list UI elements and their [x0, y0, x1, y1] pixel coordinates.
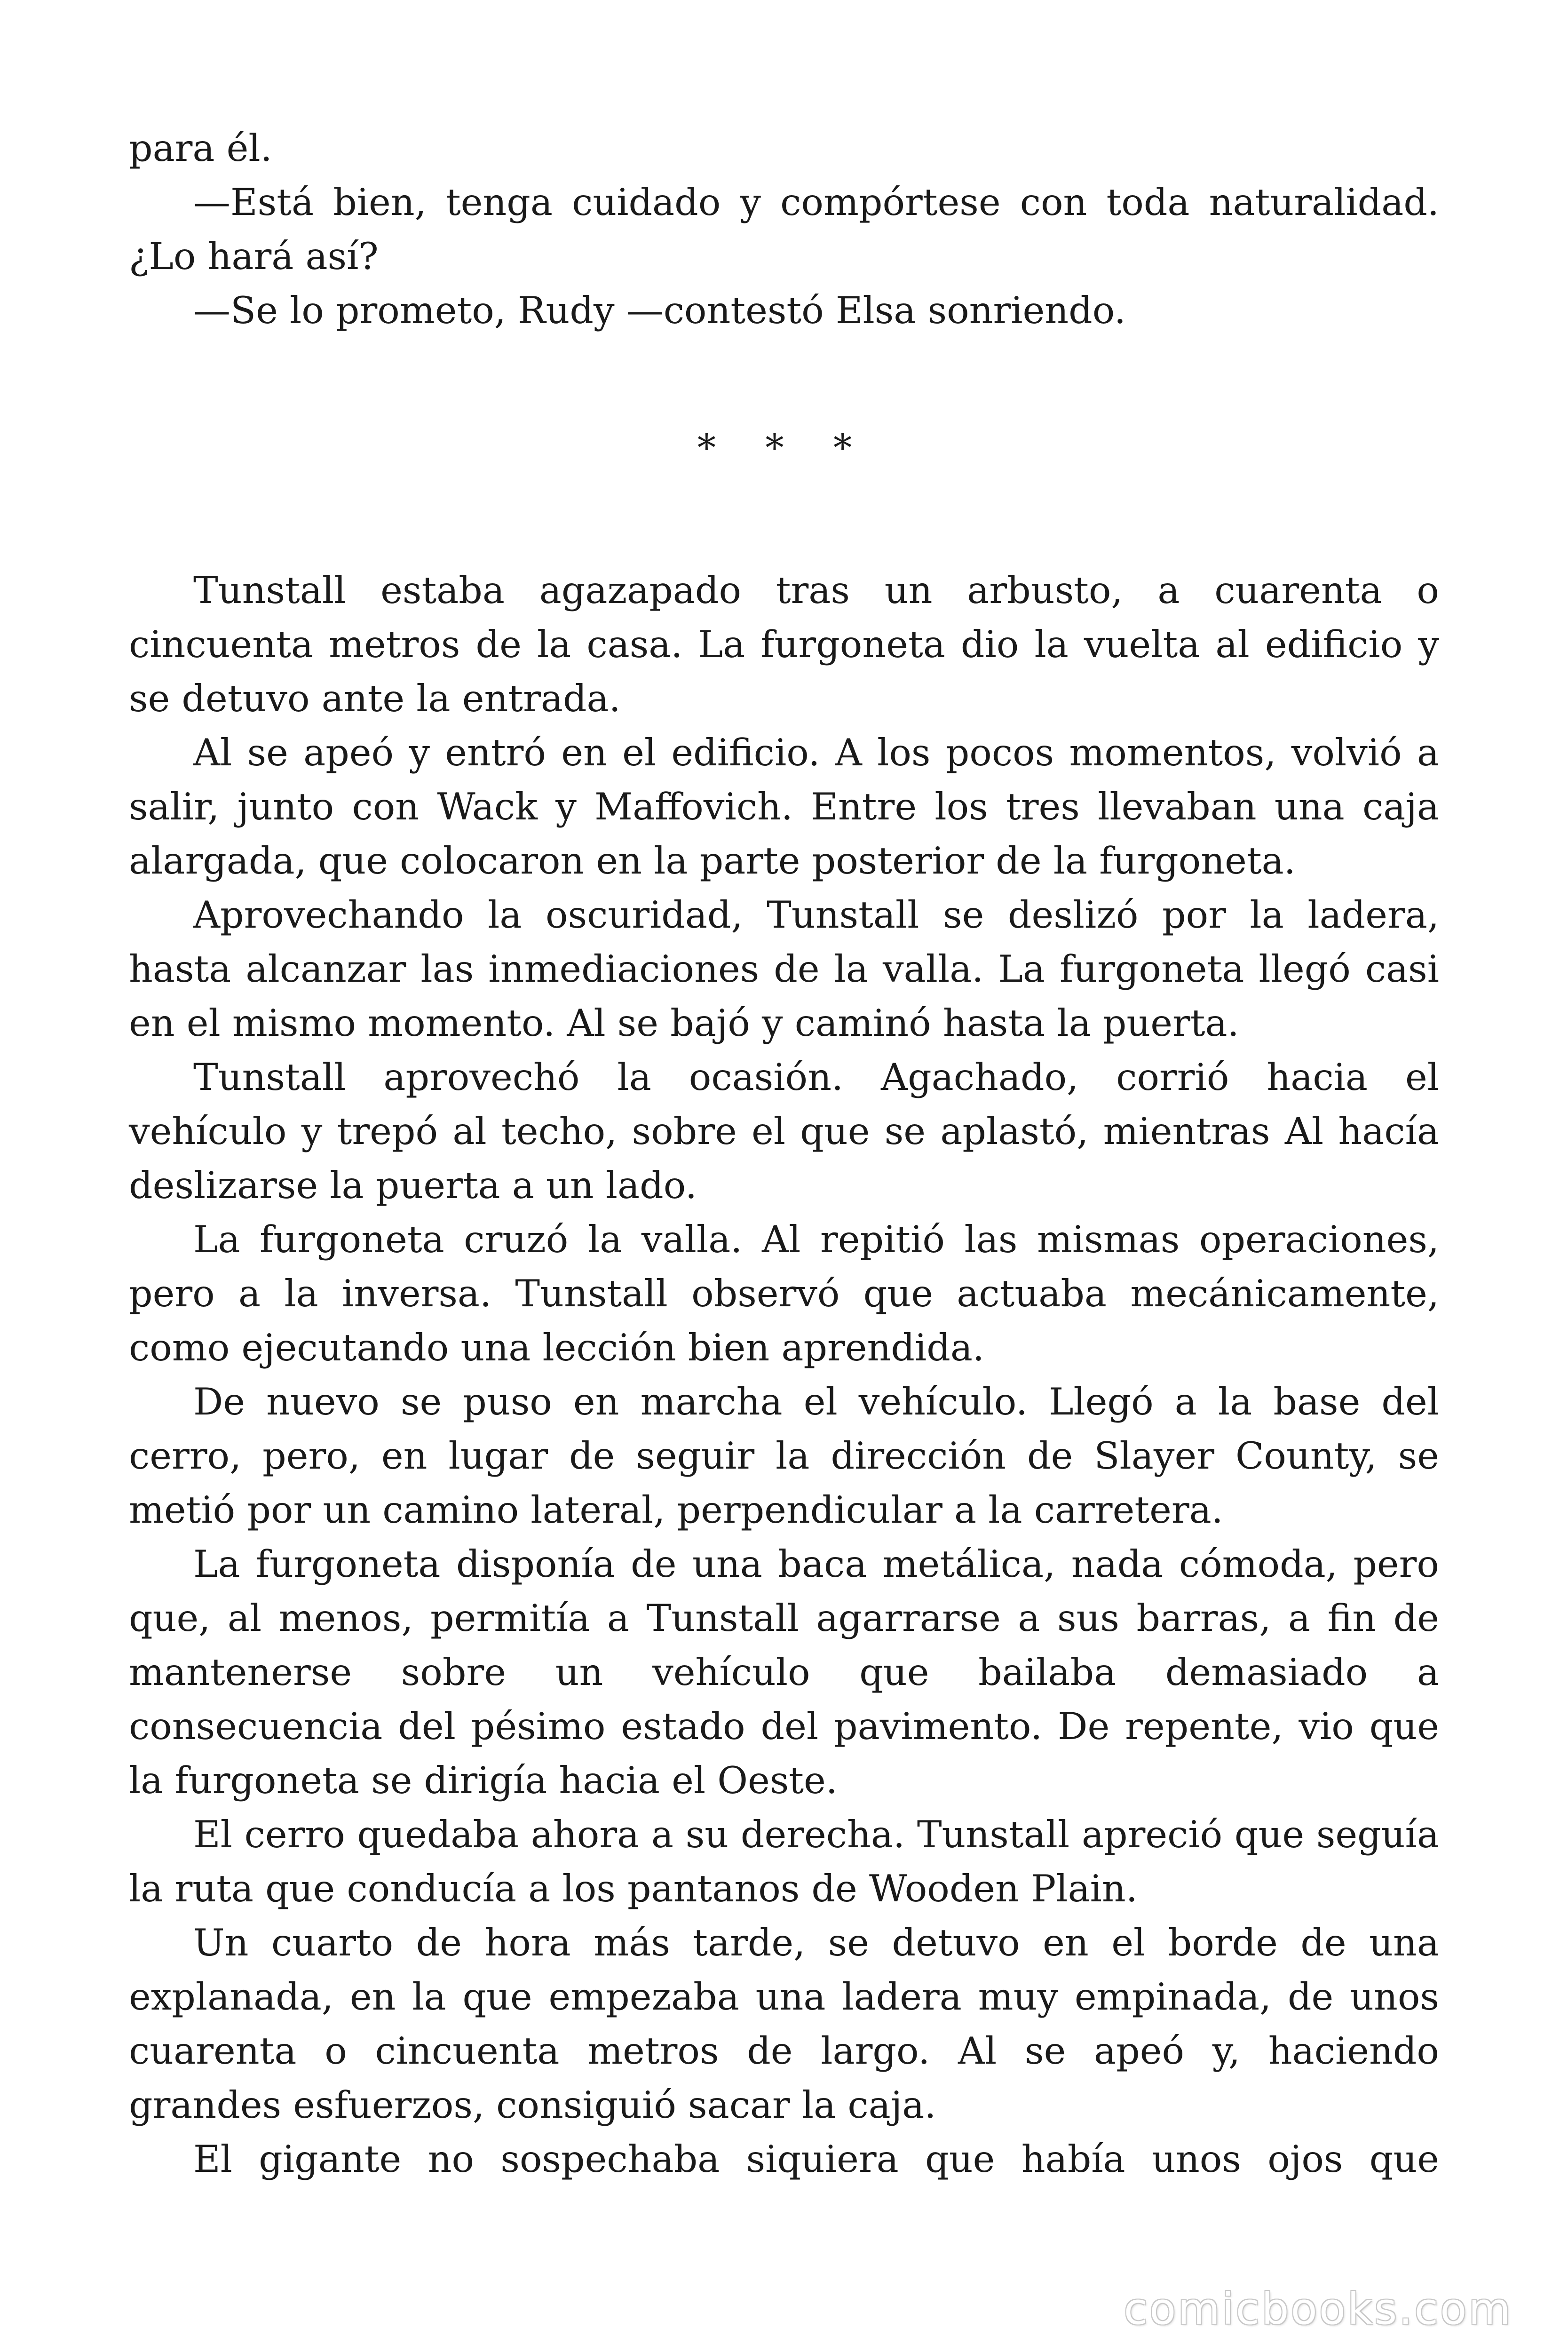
text-line: en el mismo momento. Al se bajó y caminó hasta la puerta.: [129, 1001, 1239, 1045]
text-line: vehículo y trepó al techo, sobre el que se aplastó, mientras Al hacía: [129, 1110, 1439, 1153]
text-line: El gigante no sospechaba siquiera que había unos ojos que: [193, 2137, 1439, 2181]
text-line: El cerro quedaba ahora a su derecha. Tunstall apreció que seguía: [193, 1813, 1439, 1856]
section-one: [129, 121, 1439, 338]
text-line: Aprovechando la oscuridad, Tunstall se deslizó por la ladera,: [193, 893, 1439, 937]
text-line: salir, junto con Wack y Maffovich. Entre los tres llevaban una caja: [129, 785, 1439, 828]
section-two: [129, 564, 1439, 2186]
text-line: alargada, que colocaron en la parte posterior de la furgoneta.: [129, 839, 1296, 882]
text-line: Al se apeó y entró en el edificio. A los pocos momentos, volvió a: [193, 731, 1439, 774]
text-line: metió por un camino lateral, perpendicular a la carretera.: [129, 1488, 1223, 1532]
text-line: La furgoneta cruzó la valla. Al repitió las mismas operaciones,: [193, 1218, 1439, 1261]
text-line: Un cuarto de hora más tarde, se detuvo en el borde de una: [193, 1921, 1439, 1964]
text-line: explanada, en la que empezaba una ladera muy empinada, de unos: [129, 1975, 1439, 2018]
text-line: que, al menos, permitía a Tunstall agarrarse a sus barras, a fin de: [129, 1597, 1439, 1640]
book-page: [129, 121, 1439, 2181]
text-line: ¿Lo hará así?: [129, 235, 379, 278]
text-line: la furgoneta se dirigía hacia el Oeste.: [129, 1759, 838, 1802]
text-line: se detuvo ante la entrada.: [129, 677, 621, 720]
text-line: hasta alcanzar las inmediaciones de la valla. La furgoneta llegó casi: [129, 947, 1439, 991]
text-line: deslizarse la puerta a un lado.: [129, 1164, 697, 1207]
text-line: cuarenta o cincuenta metros de largo. Al se apeó y, haciendo: [129, 2029, 1439, 2073]
text-line: pero a la inversa. Tunstall observó que actuaba mecánicamente,: [129, 1272, 1439, 1315]
text-line: para él.: [129, 127, 272, 170]
text-line: La furgoneta disponía de una baca metálica, nada cómoda, pero: [193, 1542, 1439, 1586]
text-line: De nuevo se puso en marcha el vehículo. Llegó a la base del: [193, 1380, 1439, 1423]
text-line: mantenerse sobre un vehículo que bailaba demasiado a: [129, 1651, 1439, 1694]
text-line: cerro, pero, en lugar de seguir la dirección de Slayer County, se: [129, 1434, 1439, 1478]
text-line: cincuenta metros de la casa. La furgoneta dio la vuelta al edificio y: [129, 623, 1439, 666]
scene-break: * * *: [697, 426, 871, 469]
text-line: —Se lo prometo, Rudy —contestó Elsa sonriendo.: [193, 289, 1126, 332]
text-line: como ejecutando una lección bien aprendida.: [129, 1326, 985, 1369]
text-line: —Está bien, tenga cuidado y compórtese con toda naturalidad.: [193, 181, 1439, 224]
text-line: grandes esfuerzos, consiguió sacar la caja.: [129, 2083, 936, 2127]
text-line: Tunstall aprovechó la ocasión. Agachado, corrió hacia el: [193, 1056, 1439, 1099]
text-line: consecuencia del pésimo estado del pavimento. De repente, vio que: [129, 1705, 1439, 1748]
text-line: Tunstall estaba agazapado tras un arbusto, a cuarenta o: [193, 569, 1439, 612]
text-line: la ruta que conducía a los pantanos de Wooden Plain.: [129, 1867, 1138, 1910]
watermark: comicbooks.com: [1124, 2284, 1513, 2334]
